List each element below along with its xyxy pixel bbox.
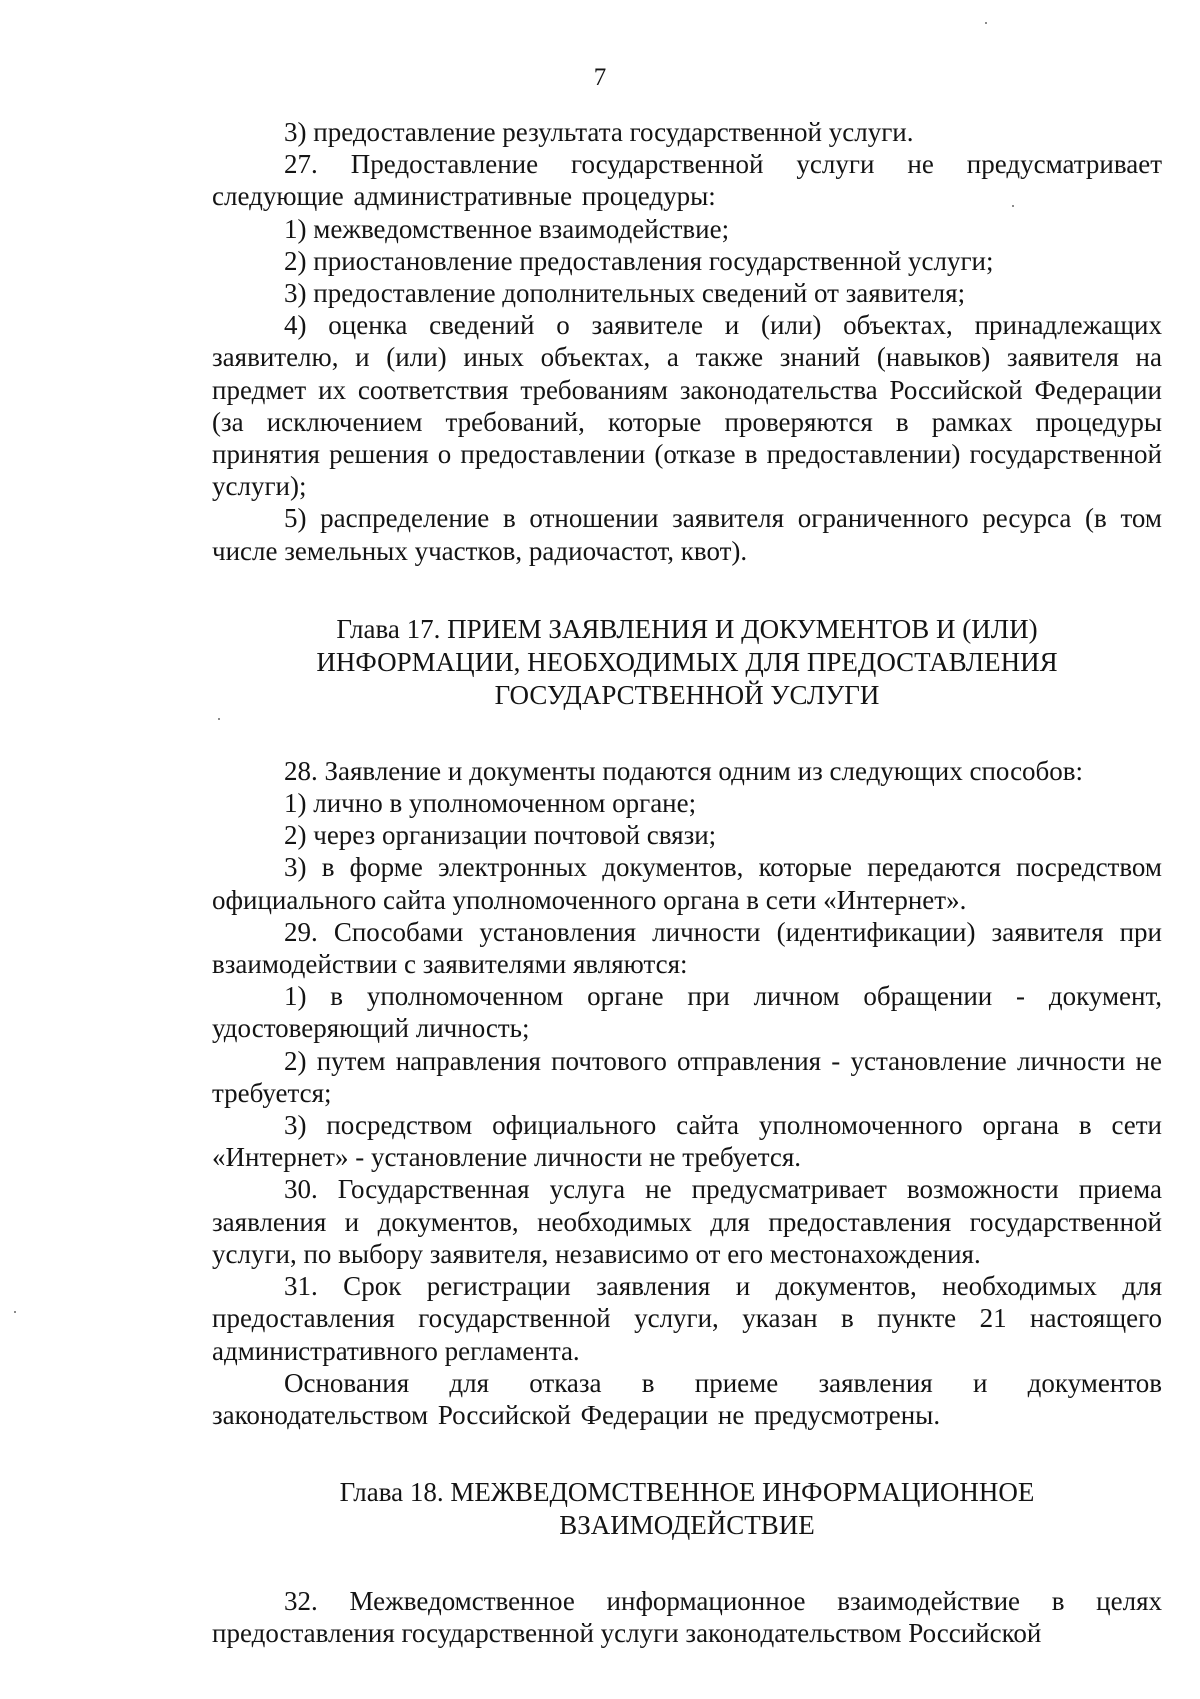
paragraph: 2) приостановление предоставления государственной услуги; (284, 245, 994, 276)
chapter-18-heading (212, 1476, 1162, 1542)
paragraph: 2) путем направления почтового отправления - установление личности не требуется; (212, 1045, 1162, 1108)
paragraph: 3) предоставление дополнительных сведений от заявителя; (284, 278, 966, 309)
paragraph: 30. Государственная услуга не предусматривает возможности приема заявления и документов, необходимых для предоставления государственной услуги, по выбору заявителя, независимо от его местонахождения. (212, 1174, 1162, 1269)
document-body (212, 116, 1162, 1650)
paragraph: 1) лично в уполномоченном органе; (284, 788, 697, 819)
scan-speck (14, 1311, 16, 1313)
chapter-17-heading (212, 613, 1162, 712)
chapter-heading-line: ВЗАИМОДЕЙСТВИЕ (559, 1510, 815, 1541)
paragraph: 2) через организации почтовой связи; (284, 820, 717, 851)
paragraph: 32. Межведомственное информационное взаимодействие в целях предоставления государственной услуги законодательством Российской (212, 1586, 1162, 1649)
paragraph: 31. Срок регистрации заявления и документов, необходимых для предоставления государственной услуги, указан в пункте 21 настоящего административного регламента. (212, 1271, 1162, 1366)
paragraph: 3) предоставление результата государственной услуги. (284, 117, 914, 147)
chapter-heading-line: ИНФОРМАЦИИ, НЕОБХОДИМЫХ ДЛЯ ПРЕДОСТАВЛЕНИЯ (316, 646, 1058, 677)
paragraph: 1) межведомственное взаимодействие; (284, 213, 730, 244)
paragraph: 1) в уполномоченном органе при личном обращении - документ, удостоверяющий личность; (212, 981, 1162, 1044)
paragraph: 28. Заявление и документы подаются одним из следующих способов: (284, 755, 1084, 786)
paragraph: 3) посредством официального сайта уполномоченного органа в сети «Интернет» - установление личности не требуется. (212, 1110, 1162, 1173)
scan-speck (985, 22, 987, 24)
chapter-heading-line: ГОСУДАРСТВЕННОЙ УСЛУГИ (494, 679, 880, 710)
paragraph: Основания для отказа в приеме заявления и документов законодательством Российской Федерации не предусмотрены. (212, 1367, 1162, 1430)
paragraph: 5) распределение в отношении заявителя ограниченного ресурса (в том числе земельных участков, радиочастот, квот). (212, 503, 1162, 566)
chapter-heading-line: Глава 17. ПРИЕМ ЗАЯВЛЕНИЯ И ДОКУМЕНТОВ И (ИЛИ) (336, 613, 1038, 644)
paragraph: 29. Способами установления личности (идентификации) заявителя при взаимодействии с заявителями являются: (212, 916, 1162, 980)
page-number: 7 (593, 64, 607, 91)
paragraph: 27. Предоставление государственной услуги не предусматривает следующие административные процедуры: (212, 149, 1162, 212)
chapter-heading-line: Глава 18. МЕЖВЕДОМСТВЕННОЕ ИНФОРМАЦИОННОЕ (339, 1477, 1035, 1508)
paragraph: 4) оценка сведений о заявителе и (или) объектах, принадлежащих заявителю, и (или) иных объектах, а также знаний (навыков) заявителя на предмет их соответствия требованиям законодательства Российской Федерации (за исключением требований, которые проверяются в рамках процедуры принятия решения о предоставлении (отказе в предоставлении) государственной услуги); (212, 310, 1162, 502)
paragraph: 3) в форме электронных документов, которые передаются посредством официального сайта уполномоченного органа в сети «Интернет». (212, 852, 1162, 915)
